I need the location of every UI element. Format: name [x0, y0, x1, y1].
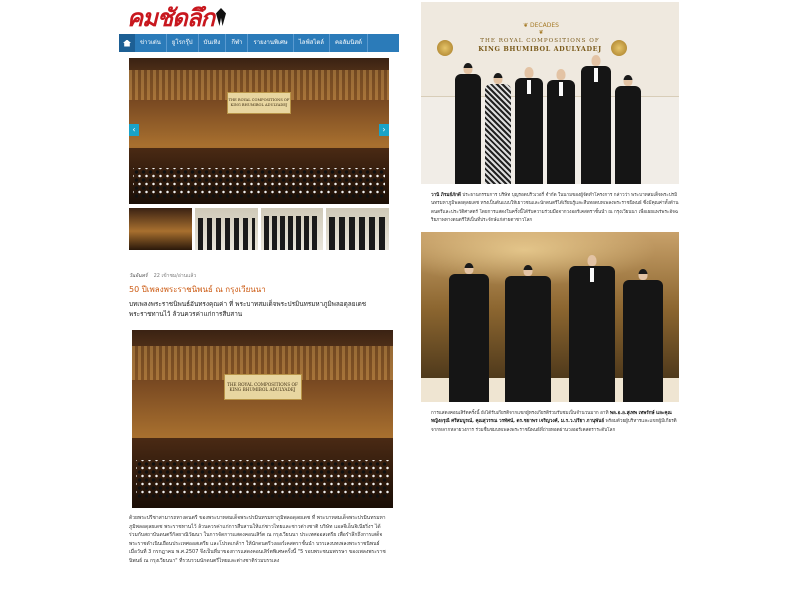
guest	[449, 274, 489, 402]
stage-banner: THE ROYAL COMPOSITIONS OF KING BHUMIBOL ADULYADEJ	[224, 374, 302, 400]
nav-item-special-report[interactable]: รายงานพิเศษ	[248, 34, 293, 52]
orchestra	[136, 460, 389, 498]
guest	[615, 86, 641, 184]
article-body: ด้วยพระปรีชาสามารถทางดนตรี ของพระบาทสมเด็จพระปรมินทรมหาภูมิพลอดุลยเดช ที่ พระบาทสมเด็จพระปรมินทรมหาภูมิพลอดุลยเดช พระราชทานไว้ ล้วนควรค่าแก่การสืบสานให้แก่ชาวไทยและชาวต่างชาติ บริษัท แอลจีเอ็นจิเนียริ่งฯ ได้ร่วมกับสถาบันดนตรีกัลยาณิวัฒนา ในการจัดการแสดงคอนเสิร์ต ณ กรุงเวียนนา ประเทศออสเตรีย เพื่อรำลึกถึงการเสด็จพระราชดำเนินเยือนประเทศออสเตรีย และโปรดเกล้าฯ ให้นักดนตรีวงออร์เคสตราชั้นนำ บรรเลงบทเพลงพระราชนิพนธ์ เมื่อวันที่ 3 กรกฎาคม พ.ศ.2507 จึงเป็นที่มาของการแสดงคอนเสิร์ตพิเศษครั้งนี้ "5 รอบพระชนมพรรษา ของเพลงพระราชนิพนธ์ ณ กรุงเวียนนา" ที่รวบรวมนักดนตรีไทยและต่างชาติร่วมบรรเลง	[129, 515, 386, 564]
guest	[505, 276, 551, 402]
site-logo[interactable]: คมชัดลึก	[127, 3, 214, 32]
guest	[515, 78, 543, 184]
slider-next-button[interactable]: ›	[379, 124, 389, 136]
nav-item-sports[interactable]: กีฬา	[226, 34, 248, 52]
photo-slider	[129, 58, 389, 204]
mourning-ribbon-icon	[216, 8, 226, 26]
photo-guests-backdrop	[421, 2, 679, 184]
orchestra	[133, 168, 385, 198]
photo-guests-evening	[421, 232, 679, 402]
main-nav	[119, 34, 399, 52]
nav-item-news[interactable]: ข่าวเด่น	[135, 34, 167, 52]
crest-icon	[437, 40, 453, 56]
caption-speaker: วานิ ภิรมย์ภักดี	[431, 193, 461, 198]
article-lede: บทเพลงพระราชนิพนธ์อันทรงคุณค่า ที่ พระบาทสมเด็จพระปรมินทรมหาภูมิพลอดุลยเดช พระราชทานไว้ ล้วนควรค่าแก่การสืบสาน	[129, 300, 367, 319]
home-icon[interactable]	[119, 34, 135, 52]
nav-item-entertainment[interactable]: บันเทิง	[199, 34, 227, 52]
nav-item-eurogroup[interactable]: ยูโรกรุ๊ป	[167, 34, 199, 52]
guest	[455, 74, 481, 184]
backdrop-title: THE ROYAL COMPOSITIONS OF KING BHUMIBOL ADULYADEJ	[478, 38, 602, 53]
guest	[623, 280, 663, 402]
thumbnail-guests-group[interactable]	[195, 208, 258, 250]
view-count: 22 เข้าชม/อ่านแล้ว	[153, 273, 197, 279]
left-column	[119, 0, 399, 600]
article-byline	[129, 272, 389, 280]
thumbnail-concert-hall[interactable]	[129, 208, 192, 250]
thumbnail-guests-pair[interactable]	[326, 208, 389, 250]
slider-prev-button[interactable]: ‹	[129, 124, 139, 136]
guest	[569, 266, 615, 402]
backdrop-deco: ❦ DECADES ❦	[523, 22, 559, 36]
stage-banner: THE ROYAL COMPOSITIONS OF KING BHUMIBOL ADULYADEJ	[227, 92, 291, 114]
guest-names: พล.อ.อ.สุเทพ เทพรักษ์ และคุณหญิงอรุณี ศรีสมบูรณ์, คุณสุวรรณ วรทัศน์, ดร.ชยาพร เจริญวงศ์, ม.ร.ว.ปรียา ภานุพันธ์	[431, 410, 672, 425]
article-photo-concert	[132, 330, 393, 508]
nav-item-columnist[interactable]: คอลัมนิสต์	[330, 34, 368, 52]
guest	[547, 80, 575, 184]
nav-item-lifestyle[interactable]: ไลฟ์สไตล์	[294, 34, 330, 52]
guest	[485, 84, 511, 184]
article-date: วันจันทร์	[129, 273, 148, 279]
masthead	[119, 0, 399, 34]
guest	[581, 66, 611, 184]
right-column	[419, 0, 685, 600]
caption-guests: การแสดงคอนเสิร์ตครั้งนี้ ยังได้รับเกียรติจากแขกผู้ทรงเกียรติร่วมรับชมเป็นจำนวนมาก อาทิ พล.อ.อ.สุเทพ เทพรักษ์ และคุณหญิงอรุณี ศรีสมบูรณ์, คุณสุวรรณ วรทัศน์, ดร.ชยาพร เจริญวงศ์, ม.ร.ว.ปรียา ภานุพันธ์ พร้อมด้วยผู้บริหารและแขกผู้มีเกียรติจากหลากหลายวงการ ร่วมชื่นชมบทเพลงพระราชนิพนธ์ที่ถ่ายทอดผ่านวงออร์เคสตราระดับโลก	[431, 410, 677, 433]
article-headline[interactable]: 50 ปีเพลงพระราชนิพนธ์ ณ กรุงเวียนนา	[129, 285, 266, 294]
slider-thumbnails	[129, 208, 389, 250]
caption-speech: วานิ ภิรมย์ภักดี ประธานกรรมการ บริษัท บุญรอดบริวเวอรี่ จำกัด ในนามของผู้จัดทำโครงการ กล่าวว่า พระบาทสมเด็จพระปรมินทรมหาภูมิพลอดุลยเดช ทรงเป็นต้นแบบให้เยาวชนและนักดนตรีได้เรียนรู้และสืบทอดบทเพลงพระราชนิพนธ์ ซึ่งมีคุณค่าทั้งด้านดนตรีและประวัติศาสตร์ โดยการแสดงในครั้งนี้ได้รับความร่วมมือจากวงออร์เคสตราชั้นนำ ณ กรุงเวียนนา เพื่อเผยแพร่พระอัจฉริยภาพทางดนตรีให้เป็นที่ประจักษ์แก่สายตาชาวโลก	[431, 193, 679, 224]
thumbnail-guests-line[interactable]	[261, 208, 324, 250]
